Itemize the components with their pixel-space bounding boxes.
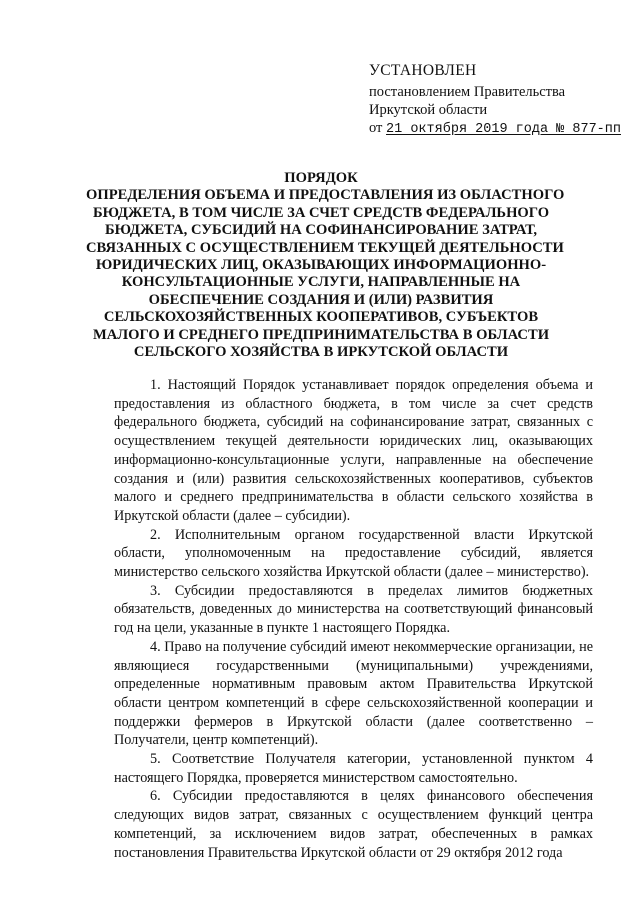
title-line: ПОРЯДОК	[284, 170, 358, 186]
approval-heading: УСТАНОВЛЕН	[369, 62, 477, 79]
document-title	[86, 170, 565, 361]
approval-line-1: постановлением Правительства	[369, 84, 566, 100]
approval-line-2: Иркутской области	[369, 102, 488, 118]
paragraph-4: 4. Право на получение субсидий имеют некоммерческие организации, не являющиеся государственными (муниципальными) учреждениями, определенные нормативным правовым актом Правительства Иркутской области центром компетенций в сфере сельскохозяйственной кооперации и поддержки фермеров в Иркутской области (далее соответственно – Получатели, центр компетенций).	[114, 638, 593, 749]
approval-date-line	[369, 119, 634, 139]
title-line: ОПРЕДЕЛЕНИЯ ОБЪЕМА И ПРЕДОСТАВЛЕНИЯ ИЗ ОБЛАСТНОГО	[86, 187, 565, 204]
title-line: КОНСУЛЬТАЦИОННЫЕ УСЛУГИ, НАПРАВЛЕННЫЕ НА	[121, 274, 521, 291]
approval-date-prefix: от	[369, 120, 387, 136]
title-line: ОБЕСПЕЧЕНИЕ СОЗДАНИЯ И (ИЛИ) РАЗВИТИЯ	[148, 291, 494, 308]
title-line: МАЛОГО И СРЕДНЕГО ПРЕДПРИНИМАТЕЛЬСТВА В ОБЛАСТИ	[92, 326, 550, 343]
title-line: СВЯЗАННЫХ С ОСУЩЕСТВЛЕНИЕМ ТЕКУЩЕЙ ДЕЯТЕЛЬНОСТИ	[86, 239, 564, 256]
paragraph-5: 5. Соответствие Получателя категории, установленной пунктом 4 настоящего Порядка, проверяется министерством самостоятельно.	[114, 751, 593, 786]
document-body	[114, 376, 593, 862]
title-line: СЕЛЬСКОГО ХОЗЯЙСТВА В ИРКУТСКОЙ ОБЛАСТИ	[133, 344, 509, 361]
title-line: БЮДЖЕТА, СУБСИДИЙ НА СОФИНАНСИРОВАНИЕ ЗАТРАТ,	[104, 222, 538, 239]
paragraph-3: 3. Субсидии предоставляются в пределах лимитов бюджетных обязательств, доведенных до министерства на соответствующий финансовый год на цели, указанные в пункте 1 настоящего Порядка.	[114, 582, 593, 637]
paragraph-6: 6. Субсидии предоставляются в целях финансового обеспечения следующих видов затрат, связанных с осуществлением функций центра компетенций, за исключением видов затрат, обеспеченных в рамках постановления Правительства Иркутской области от 29 октября 2012 года	[114, 788, 593, 861]
title-line: БЮДЖЕТА, В ТОМ ЧИСЛЕ ЗА СЧЕТ СРЕДСТВ ФЕДЕРАЛЬНОГО	[92, 204, 550, 221]
title-line: ЮРИДИЧЕСКИХ ЛИЦ, ОКАЗЫВАЮЩИХ ИНФОРМАЦИОННО-	[95, 257, 547, 274]
approval-date-number: 21 октября 2019 года № 877-пп	[386, 122, 621, 137]
approval-stamp	[369, 62, 634, 139]
title-line: СЕЛЬСКОХОЗЯЙСТВЕННЫХ КООПЕРАТИВОВ, СУБЪЕКТОВ	[103, 309, 539, 326]
paragraph-1: 1. Настоящий Порядок устанавливает порядок определения объема и предоставления из областного бюджета, в том числе за счет средств федерального бюджета, субсидий на софинансирование затрат, связанных с осуществлением текущей деятельности юридических лиц, оказывающих информационно-консультационные услуги, направленные на обеспечение создания и (или) развития сельскохозяйственных кооперативов, субъектов малого и среднего предпринимательства в области сельского хозяйства в Иркутской области (далее – субсидии).	[114, 377, 593, 524]
paragraph-2: 2. Исполнительным органом государственной власти Иркутской области, уполномоченным на предоставление субсидий, является министерство сельского хозяйства Иркутской области (далее – министерство).	[114, 526, 593, 581]
